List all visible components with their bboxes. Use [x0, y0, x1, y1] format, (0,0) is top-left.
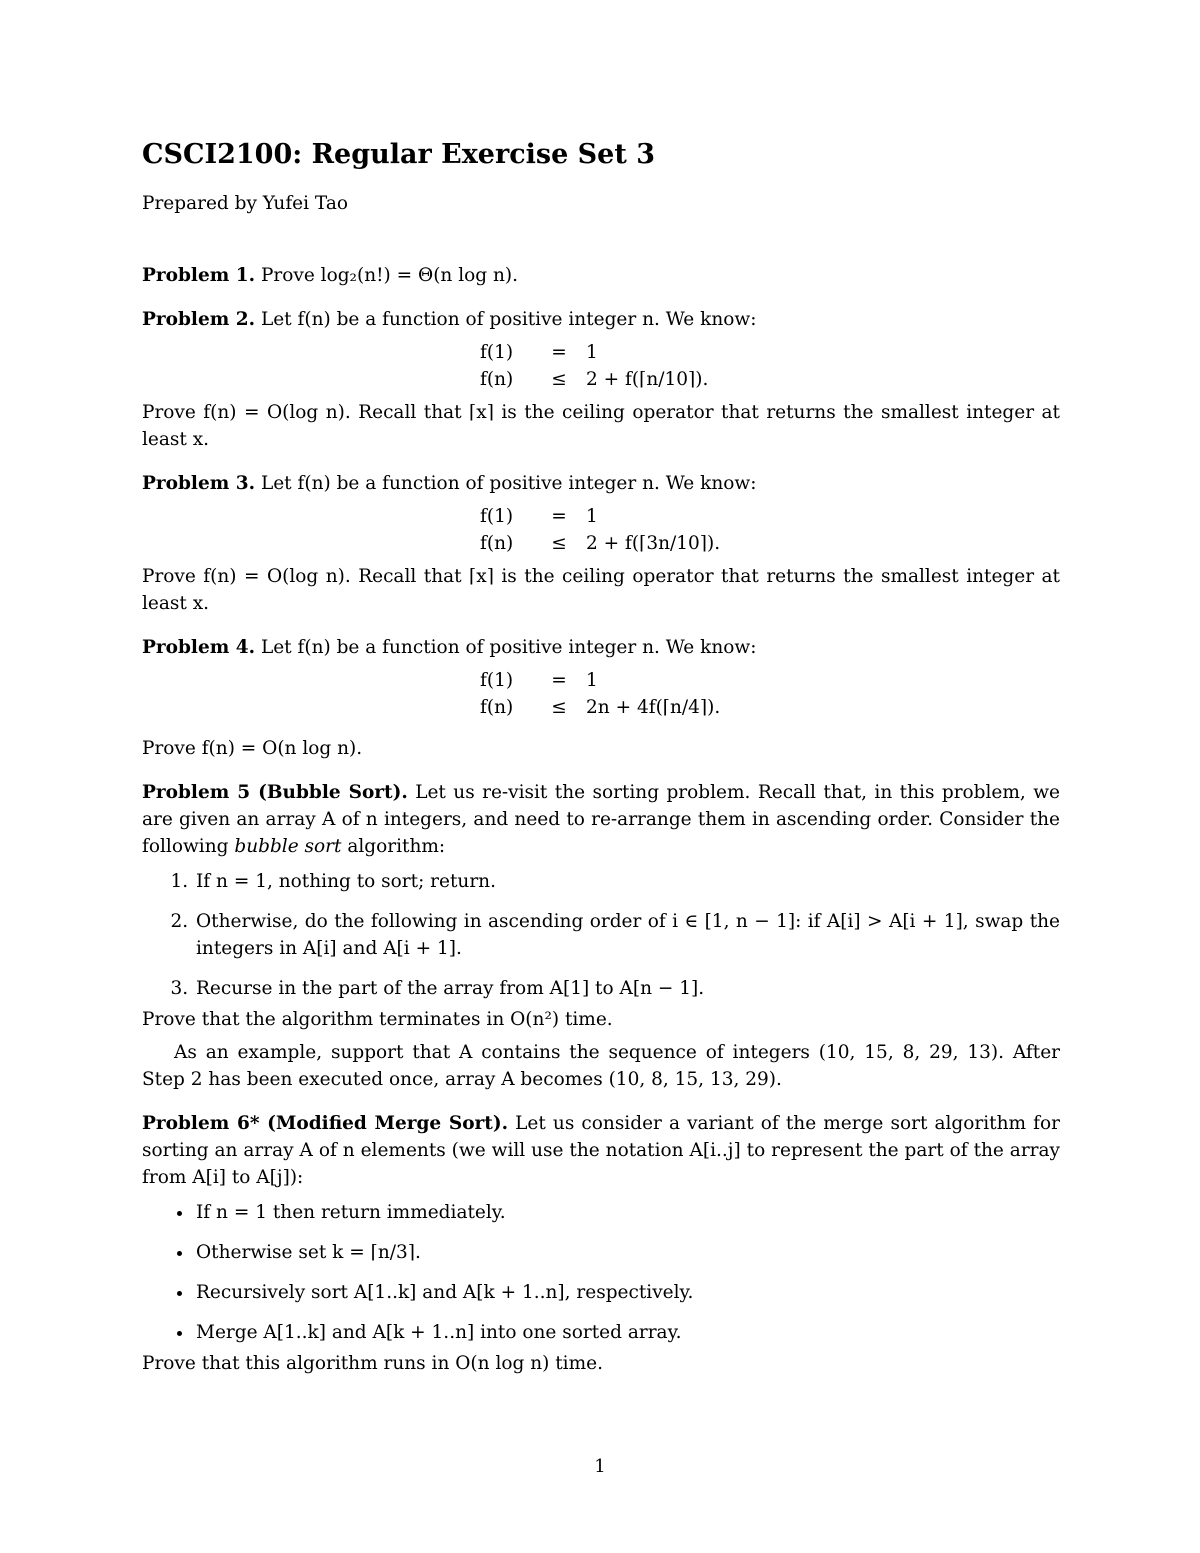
eq-lhs: f(1): [480, 506, 514, 527]
merge-sort-steps: [142, 1199, 1060, 1346]
eq-rhs: 1: [586, 506, 598, 527]
problem-4: [142, 634, 1060, 762]
problem-2-equations: [480, 339, 1060, 393]
problem-4-intro: Let f(n) be a function of positive integer n. We know:: [260, 637, 757, 658]
list-item: 3. Recurse in the part of the array from A[1] to A[n − 1].: [194, 975, 1060, 1002]
eq-operator: =: [551, 506, 567, 527]
problem-5-label: Problem 5 (Bubble Sort).: [142, 782, 408, 803]
page-number: 1: [594, 1456, 606, 1477]
eq-lhs: f(n): [480, 697, 514, 718]
equation-row: [480, 503, 1060, 530]
problem-4-label: Problem 4.: [142, 637, 256, 658]
problem-5-intro-line: [142, 779, 1060, 860]
eq-rhs: 2n + 4f(⌈n/4⌉).: [586, 697, 721, 718]
eq-lhs: f(n): [480, 533, 514, 554]
problem-5-intro-b: algorithm:: [341, 836, 446, 857]
problem-2-intro: Let f(n) be a function of positive integer n. We know:: [260, 309, 757, 330]
problem-2-intro-line: [142, 306, 1060, 333]
eq-rhs: 2 + f(⌈3n/10⌉).: [586, 533, 721, 554]
list-item: • If n = 1 then return immediately.: [194, 1199, 1060, 1226]
equation-row: [480, 339, 1060, 366]
problem-4-equations: [480, 667, 1060, 721]
problem-4-tail: Prove f(n) = O(n log n).: [142, 738, 363, 759]
problem-3-intro-line: [142, 470, 1060, 497]
list-item: 2. Otherwise, do the following in ascending order of i ∈ [1, n − 1]: if A[i] > A[i + 1], swap the integers in A[i] and A[i + 1].: [194, 908, 1060, 962]
problem-5-example: As an example, support that A contains the sequence of integers (10, 15, 8, 29, 13). After Step 2 has been executed once, array A becomes (10, 8, 15, 13, 29).: [142, 1042, 1060, 1090]
problem-2: [142, 306, 1060, 453]
problem-2-label: Problem 2.: [142, 309, 256, 330]
problem-6: [142, 1110, 1060, 1377]
eq-lhs: f(1): [480, 342, 514, 363]
document-title: CSCI2100: Regular Exercise Set 3: [142, 139, 656, 170]
page-content: [142, 138, 1060, 1377]
eq-operator: ≤: [551, 369, 567, 390]
problem-3-intro: Let f(n) be a function of positive integer n. We know:: [260, 473, 757, 494]
eq-lhs: f(n): [480, 369, 514, 390]
problem-1-text: Prove log₂(n!) = Θ(n log n).: [260, 265, 518, 286]
author-line: Prepared by Yufei Tao: [142, 193, 348, 214]
list-item: • Otherwise set k = ⌈n/3⌉.: [194, 1239, 1060, 1266]
equation-row: [480, 667, 1060, 694]
eq-rhs: 2 + f(⌈n/10⌉).: [586, 369, 709, 390]
problem-6-prove: Prove that this algorithm runs in O(n log n) time.: [142, 1353, 603, 1374]
problem-1: [142, 262, 1060, 289]
problem-1-label: Problem 1.: [142, 265, 256, 286]
eq-operator: ≤: [551, 697, 567, 718]
list-item: • Merge A[1..k] and A[k + 1..n] into one sorted array.: [194, 1319, 1060, 1346]
eq-operator: =: [551, 342, 567, 363]
eq-rhs: 1: [586, 670, 598, 691]
eq-operator: ≤: [551, 533, 567, 554]
eq-rhs: 1: [586, 342, 598, 363]
list-item: 1. If n = 1, nothing to sort; return.: [194, 868, 1060, 895]
problem-6-label: Problem 6* (Modified Merge Sort).: [142, 1113, 509, 1134]
equation-row: [480, 530, 1060, 557]
problem-5-prove: Prove that the algorithm terminates in O(n²) time.: [142, 1009, 613, 1030]
problem-3-equations: [480, 503, 1060, 557]
problem-2-tail: Prove f(n) = O(log n). Recall that ⌈x⌉ is the ceiling operator that returns the smallest integer at least x.: [142, 402, 1060, 450]
equation-row: [480, 366, 1060, 393]
problem-3-label: Problem 3.: [142, 473, 256, 494]
eq-lhs: f(1): [480, 670, 514, 691]
problem-6-intro: Let us consider a variant of the merge sort algorithm for sorting an array A of n elements (we will use the notation A[i..j] to represent the part of the array from A[i] to A[j]):: [142, 1113, 1060, 1188]
problem-3: [142, 470, 1060, 617]
problem-5-intro-em: bubble sort: [234, 836, 342, 857]
problem-5: [142, 779, 1060, 1093]
list-item: • Recursively sort A[1..k] and A[k + 1..n], respectively.: [194, 1279, 1060, 1306]
problem-4-intro-line: [142, 634, 1060, 661]
equation-row: [480, 694, 1060, 721]
bubble-sort-steps: [142, 868, 1060, 1002]
problem-3-tail: Prove f(n) = O(log n). Recall that ⌈x⌉ is the ceiling operator that returns the smallest integer at least x.: [142, 566, 1060, 614]
problem-5-intro-a: Let us re-visit the sorting problem. Recall that, in this problem, we are given an array A of n integers, and need to re-arrange them in ascending order. Consider the following: [142, 782, 1060, 857]
eq-operator: =: [551, 670, 567, 691]
problem-6-intro-line: [142, 1110, 1060, 1191]
